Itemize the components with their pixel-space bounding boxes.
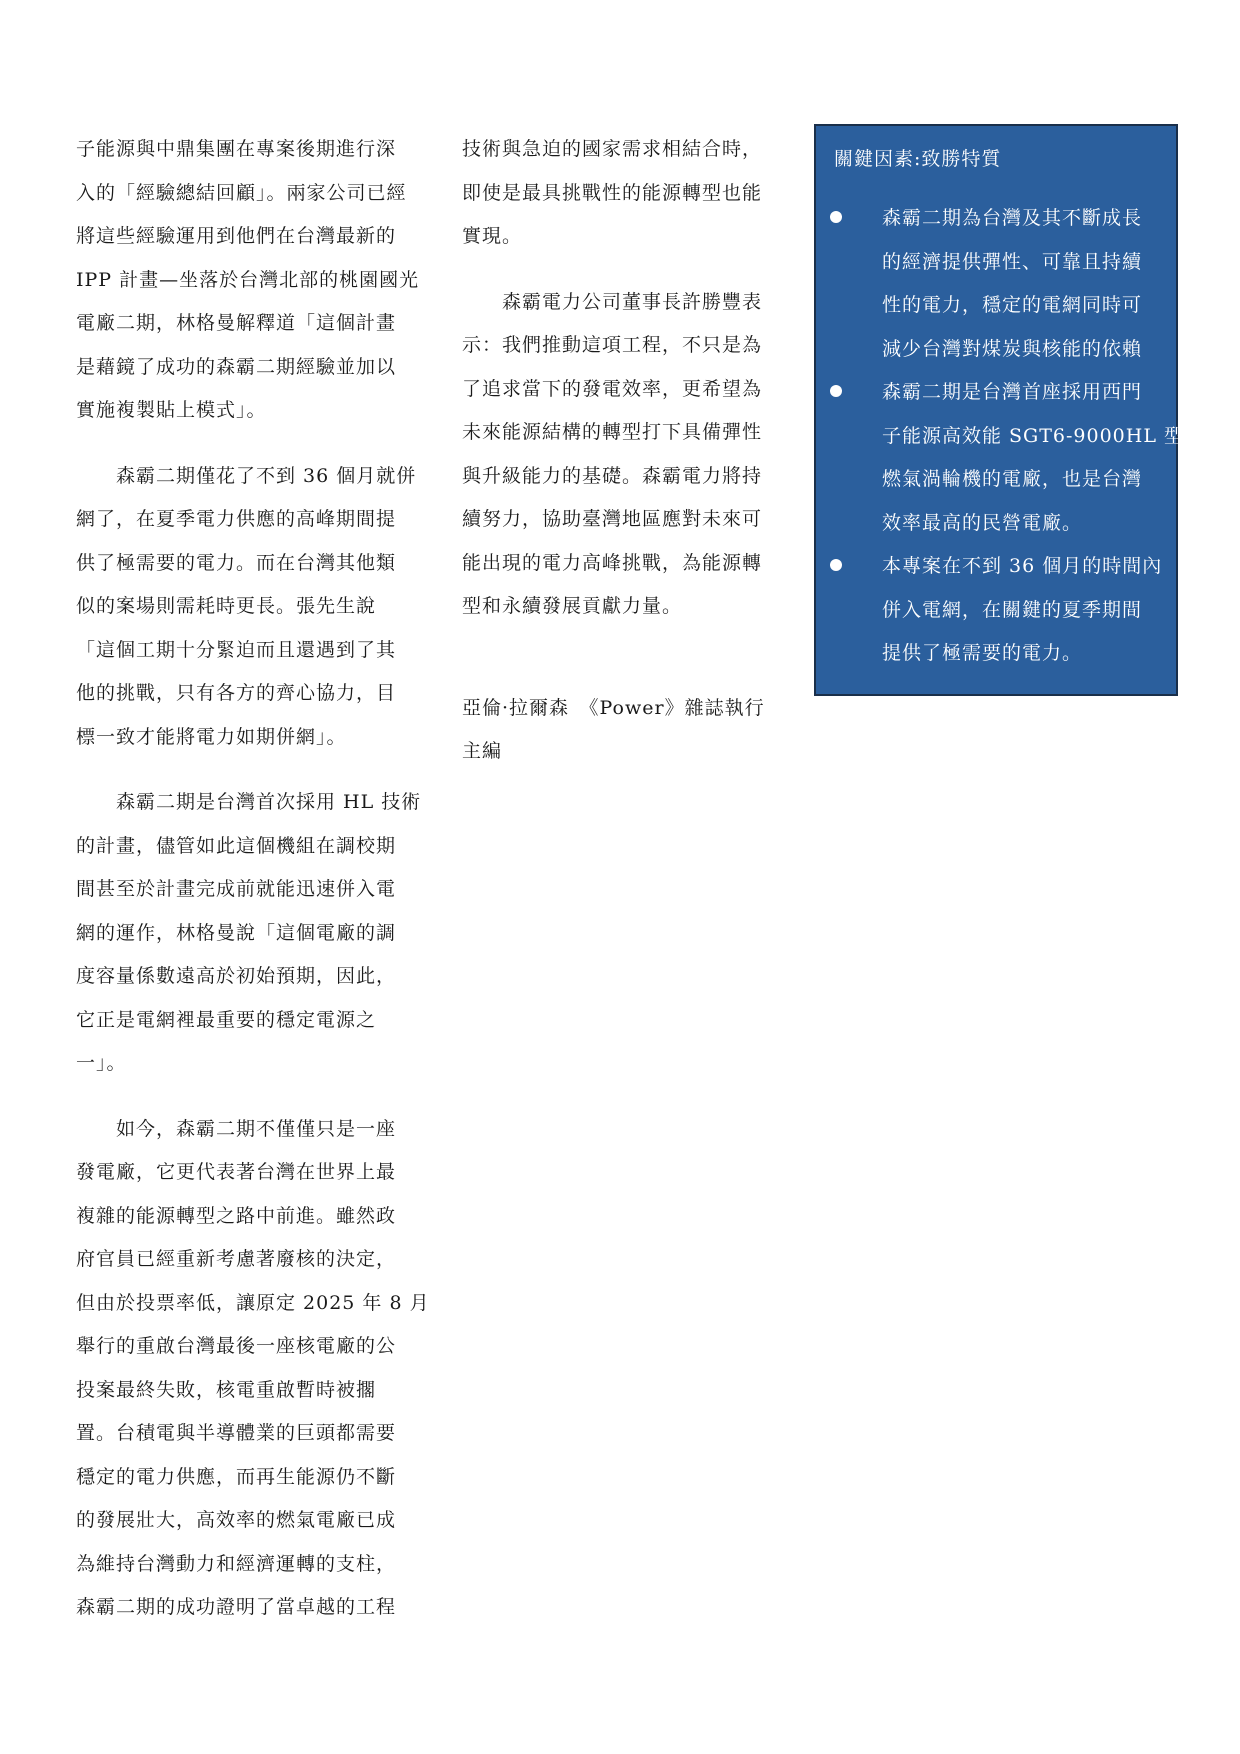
paragraph-chairman-quote — [462, 281, 780, 629]
text-line: 能出現的電力高峰挑戰，為能源轉 — [462, 551, 763, 574]
text-line: 複雜的能源轉型之路中前進。雖然政 — [76, 1204, 397, 1227]
bullet-item — [816, 371, 1184, 545]
text-line: 森霸二期為台灣及其不斷成長 — [882, 207, 1143, 229]
text-line: 實現。 — [462, 225, 523, 247]
text-line: 亞倫·拉爾森 《Power》雜誌執行 — [462, 696, 765, 719]
text-line: 實施複製貼上模式」。 — [76, 399, 267, 421]
text-line: 似的案場則需耗時更長。張先生說 — [76, 595, 377, 617]
sidebar-title: 關鍵因素:致勝特質 — [834, 148, 1002, 170]
text-line: 森霸二期僅花了不到 36 個月就併 — [76, 464, 417, 487]
text-line: 度容量係數遠高於初始預期，因此， — [76, 965, 397, 987]
text-line: 示：我們推動這項工程，不只是為 — [462, 334, 763, 356]
left-column — [76, 128, 430, 1630]
paragraph-conclusion — [462, 128, 780, 259]
signature-spacer — [462, 629, 780, 687]
text-line: 與升級能力的基礎。森霸電力將持 — [462, 464, 763, 487]
text-line: 即使是最具挑戰性的能源轉型也能 — [462, 181, 763, 204]
text-line: 續努力，協助臺灣地區應對未來可 — [462, 508, 763, 530]
text-line: IPP 計畫—坐落於台灣北部的桃園國光 — [76, 268, 420, 291]
text-line: 併入電網，在關鍵的夏季期間 — [882, 598, 1143, 621]
text-line: 本專案在不到 36 個月的時間內 — [882, 555, 1163, 577]
bullet-item — [816, 197, 1176, 371]
text-line: 效率最高的民營電廠。 — [882, 511, 1083, 534]
bullet-dot-icon — [830, 211, 842, 223]
text-line: 未來能源結構的轉型打下具備彈性 — [462, 421, 763, 443]
author-signature — [462, 687, 780, 774]
paragraph-spacer — [462, 259, 780, 281]
text-line: 舉行的重啟台灣最後一座核電廠的公 — [76, 1335, 397, 1357]
text-line: 是藉鏡了成功的森霸二期經驗並加以 — [76, 355, 397, 378]
key-factors-sidebar — [814, 124, 1184, 696]
bullet-item — [816, 545, 1176, 676]
paragraph-spacer — [76, 759, 421, 781]
text-line: 提供了極需要的電力。 — [882, 642, 1083, 664]
text-line: 子能源與中鼎集團在專案後期進行深 — [76, 138, 397, 160]
text-line: 它正是電網裡最重要的穩定電源之 — [76, 1008, 377, 1031]
text-line: 森霸二期是台灣首座採用西門 — [882, 381, 1143, 403]
text-line: 森霸二期是台灣首次採用 HL 技術 — [76, 791, 422, 813]
text-line: 間甚至於計畫完成前就能迅速併入電 — [76, 878, 397, 900]
text-line: 如今，森霸二期不僅僅只是一座 — [76, 1117, 397, 1140]
text-line: 主編 — [462, 740, 503, 762]
text-line: 電廠二期，林格曼解釋道「這個計畫 — [76, 312, 397, 334]
text-line: 將這些經驗運用到他們在台灣最新的 — [76, 225, 397, 247]
text-line: 發電廠，它更代表著台灣在世界上最 — [76, 1161, 397, 1183]
text-line: 型和永續發展貢獻力量。 — [462, 595, 683, 617]
text-line: 性的電力，穩定的電網同時可 — [882, 294, 1143, 316]
text-line: 森霸二期的成功證明了當卓越的工程 — [76, 1596, 397, 1618]
paragraph-spacer — [76, 1086, 421, 1108]
bullet-list — [816, 197, 1184, 676]
text-line: 燃氣渦輪機的電廠，也是台灣 — [882, 468, 1143, 490]
paragraph-energy-transition — [76, 1108, 430, 1630]
text-line: 穩定的電力供應，而再生能源仍不斷 — [76, 1465, 397, 1488]
paragraph-spacer — [76, 433, 421, 455]
text-line: 技術與急迫的國家需求相結合時， — [462, 138, 763, 160]
bullet-dot-icon — [830, 385, 842, 397]
text-line: 了追求當下的發電效率，更希望為 — [462, 377, 763, 400]
text-line: 供了極需要的電力。而在台灣其他類 — [76, 551, 397, 574]
paragraph-grid-connection — [76, 455, 421, 760]
paragraph-hl-technology — [76, 781, 421, 1086]
text-line: 置。台積電與半導體業的巨頭都需要 — [76, 1422, 397, 1444]
text-line: 標一致才能將電力如期併網」。 — [76, 725, 347, 748]
middle-column — [462, 128, 780, 774]
text-line: 為維持台灣動力和經濟運轉的支柱， — [76, 1552, 397, 1575]
text-line: 減少台灣對煤炭與核能的依賴 — [882, 337, 1143, 360]
text-line: 的發展壯大，高效率的燃氣電廠已成 — [76, 1509, 397, 1531]
text-line: 的經濟提供彈性、可靠且持續 — [882, 250, 1143, 273]
bullet-dot-icon — [830, 559, 842, 571]
text-line: 入的「經驗總結回顧」。兩家公司已經 — [76, 181, 407, 204]
text-line: 但由於投票率低，讓原定 2025 年 8 月 — [76, 1291, 430, 1314]
text-line: 網了，在夏季電力供應的高峰期間提 — [76, 508, 397, 530]
text-line: 網的運作，林格曼說「這個電廠的調 — [76, 921, 397, 944]
text-line: 他的挑戰，只有各方的齊心協力，目 — [76, 682, 397, 704]
text-line: 子能源高效能 SGT6-9000HL 型 — [882, 424, 1184, 447]
paragraph-experience-review — [76, 128, 421, 433]
text-line: 府官員已經重新考慮著廢核的決定， — [76, 1248, 397, 1270]
text-line: 森霸電力公司董事長許勝豐表 — [462, 290, 763, 313]
text-line: 的計畫，儘管如此這個機組在調校期 — [76, 834, 397, 857]
text-line: 「這個工期十分緊迫而且還遇到了其 — [76, 638, 397, 661]
text-line: 一」。 — [76, 1052, 127, 1074]
text-line: 投案最終失敗，核電重啟暫時被擱 — [76, 1378, 377, 1401]
